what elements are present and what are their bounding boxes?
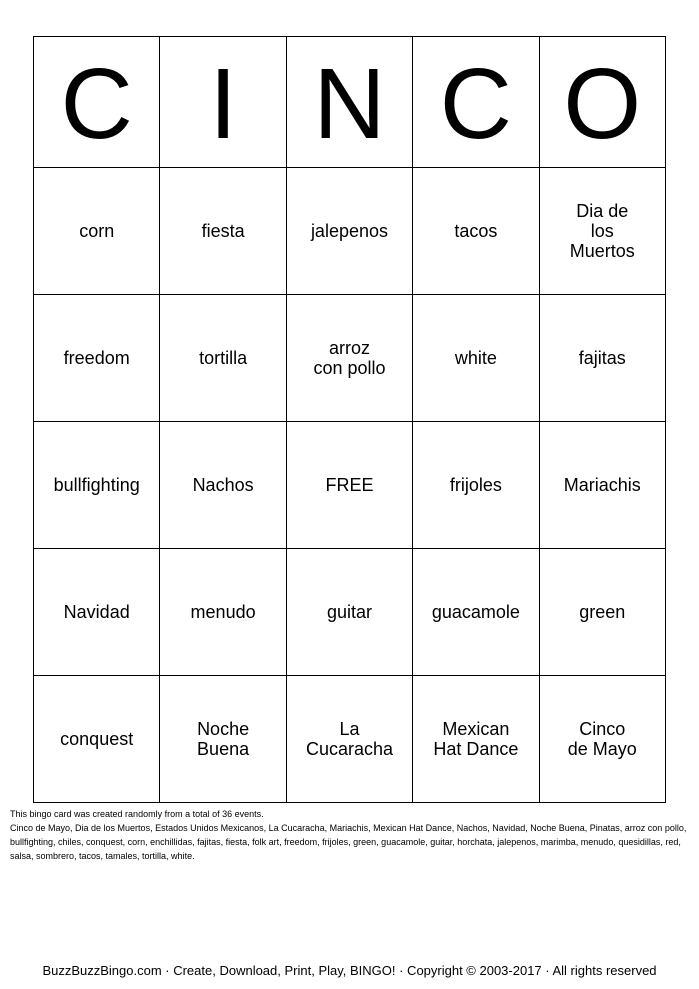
cell-label: green [579, 602, 626, 622]
cell-label: tacos [454, 221, 498, 241]
cell-label: tortilla [199, 348, 248, 368]
bingo-cell [286, 295, 412, 422]
cell-label: bullfighting [53, 475, 140, 495]
cell-label: guitar [326, 602, 372, 622]
cell-label: Mariachis [563, 475, 641, 495]
cell-label: La Cucaracha [305, 719, 393, 759]
bingo-cell [34, 168, 160, 295]
cell-label: corn [79, 221, 115, 241]
bingo-cell [413, 422, 539, 549]
cell-label: conquest [60, 729, 134, 749]
bingo-cell [160, 676, 286, 803]
header-letter: O [539, 37, 665, 168]
footer-copyright: BuzzBuzzBingo.com · Create, Download, Print, Play, BINGO! · Copyright © 2003-2017 · All rights reserved [42, 963, 657, 978]
free-space-cell [286, 422, 412, 549]
header-letter: N [286, 37, 412, 168]
cell-label: guacamole [431, 602, 520, 622]
bingo-row [34, 168, 666, 295]
bingo-cell [160, 549, 286, 676]
cell-label: Navidad [63, 602, 130, 622]
bingo-row [34, 676, 666, 803]
bingo-cell [539, 168, 665, 295]
bingo-cell [539, 295, 665, 422]
cell-label: Cinco de Mayo [567, 719, 637, 759]
cell-label: frijoles [449, 475, 502, 495]
bingo-cell [34, 549, 160, 676]
cell-label: fajitas [578, 348, 626, 368]
bingo-row [34, 422, 666, 549]
bingo-row [34, 549, 666, 676]
header-letter: I [160, 37, 286, 168]
bingo-cell [539, 549, 665, 676]
bingo-cell [160, 422, 286, 549]
bingo-row [34, 295, 666, 422]
bingo-cell [413, 676, 539, 803]
bingo-cell [286, 549, 412, 676]
cell-label: fiesta [201, 221, 245, 241]
free-space-label: FREE [325, 475, 374, 495]
cell-label: Nachos [192, 475, 254, 495]
bingo-cell [539, 422, 665, 549]
bingo-cell [34, 676, 160, 803]
cell-label: jalepenos [310, 221, 388, 241]
bingo-cell [34, 295, 160, 422]
bingo-cell [160, 295, 286, 422]
header-row [34, 37, 666, 168]
bingo-cell [539, 676, 665, 803]
bingo-cell [413, 549, 539, 676]
card-info-note [10, 807, 690, 863]
cell-label: menudo [190, 602, 256, 622]
bingo-cell [413, 295, 539, 422]
cell-label: freedom [63, 348, 130, 368]
header-letter: C [413, 37, 539, 168]
cell-label: Noche Buena [197, 719, 250, 759]
cell-label: Dia de los Muertos [569, 201, 635, 261]
cell-label: white [454, 348, 497, 368]
bingo-cell [286, 168, 412, 295]
note-summary: This bingo card was created randomly from a total of 36 events. [10, 809, 264, 819]
cell-label: arroz con pollo [313, 338, 386, 378]
bingo-cell [413, 168, 539, 295]
cell-label: Mexican Hat Dance [433, 719, 519, 759]
header-letter: C [34, 37, 160, 168]
bingo-card [33, 36, 666, 803]
bingo-cell [160, 168, 286, 295]
bingo-cell [34, 422, 160, 549]
note-event-list: Cinco de Mayo, Dia de los Muertos, Estados Unidos Mexicanos, La Cucaracha, Mariachis, Mexican Hat Dance, Nachos, Navidad, Noche Buena, Pinatas, arroz con pollo, bullfighting, chiles, conquest, corn, enchillidas, fajitas, fiesta, folk art, freedom, frijoles, green, guacamole, guitar, horchata, jalepenos, marimba, menudo, quesidillas, red, salsa, sombrero, tacos, tamales, tortilla, white. [10, 823, 687, 861]
bingo-cell [286, 676, 412, 803]
